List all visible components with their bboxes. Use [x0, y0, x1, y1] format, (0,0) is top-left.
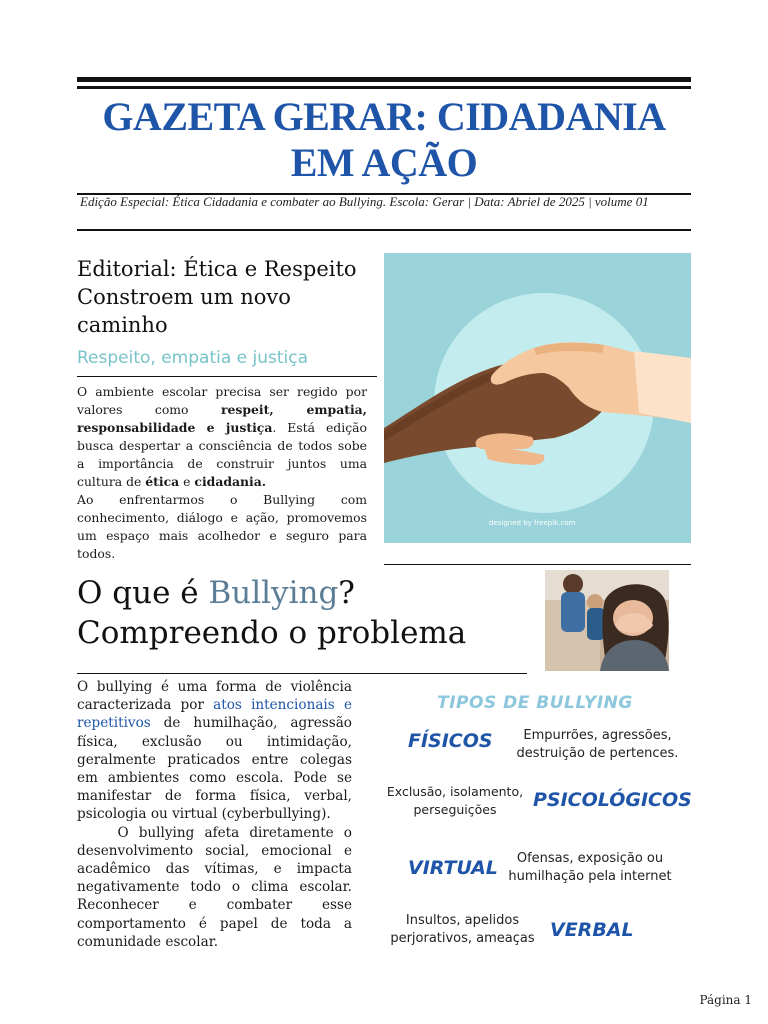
edition-line: Edição Especial: Ética Cidadania e combater ao Bullying. Escola: Gerar | Data: Abriel de 2025 | volume 01 [80, 194, 649, 209]
type-verbal-desc: Insultos, apelidos perjorativos, ameaças [390, 913, 535, 946]
type-virtual-desc: Ofensas, exposição ou humilhação pela internet [508, 851, 672, 884]
newspaper-title: GAZETA GERAR: CIDADANIA EM AÇÃO [102, 94, 666, 185]
page-number: Página 1 [699, 993, 752, 1007]
editorial-text [77, 383, 367, 563]
top-rule [77, 77, 691, 82]
editorial-rule [77, 376, 377, 377]
article-paragraph-2: O bullying afeta diretamente o desenvolvimento social, emocional e acadêmico das vítimas, e impacta negativamente todo o clima escolar. Reconhecer e combater esse comportamento é papel de toda a comunidade escolar. [77, 824, 357, 950]
edition-rule-bottom [77, 229, 691, 231]
editorial-title: Editorial: Ética e Respeito Constroem um novo caminho [77, 257, 357, 337]
section-rule-top [384, 564, 691, 565]
image-credit: designed by freepik.com [489, 519, 576, 527]
handshake-illustration [384, 253, 691, 543]
article-paragraph-1: O bullying é uma forma de violência caracterizada por atos intencionais e repetitivos de humilhação, agressão física, exclusão ou intimidação, geralmente praticados entre colegas em ambientes como escola. Pode se manifestar de forma física, verbal, psicologia ou virtual (cyberbullying). [77, 679, 352, 823]
editorial-paragraph-1: O ambiente escolar precisa ser regido por valores como respeit, empatia, responsabilidade e justiça. Está edição busca despertar a consciência de todos sobe a importância de construir juntos uma cultura de ética e cidadania. [77, 384, 367, 489]
types-title: TIPOS DE BULLYING [437, 693, 633, 713]
type-psicologicos-label: PSICOLÓGICOS [533, 789, 692, 811]
type-psicologicos-desc: Exclusão, isolamento, perseguições [386, 784, 524, 817]
section-title-rule [77, 673, 527, 674]
editorial-subtitle: Respeito, empatia e justiça [77, 348, 309, 368]
section-title-line-1: O que é Bullying? [77, 575, 355, 611]
editorial-paragraph-2: Ao enfrentarmos o Bullying com conhecimento, diálogo e ação, promovemos um espaço mais acolhedor e seguro para todos. [77, 492, 367, 561]
section-title [77, 573, 537, 653]
type-virtual-label: VIRTUAL [408, 857, 498, 879]
type-fisicos-label: FÍSICOS [408, 730, 493, 752]
type-verbal-label: VERBAL [550, 919, 634, 941]
type-fisicos-desc: Empurrões, agressões, destruição de pertences. [516, 728, 679, 761]
top-rule-2 [77, 86, 691, 89]
bullying-article [77, 678, 357, 951]
section-title-line-2: Compreendo o problema [77, 615, 467, 651]
crying-student-photo [545, 570, 669, 671]
